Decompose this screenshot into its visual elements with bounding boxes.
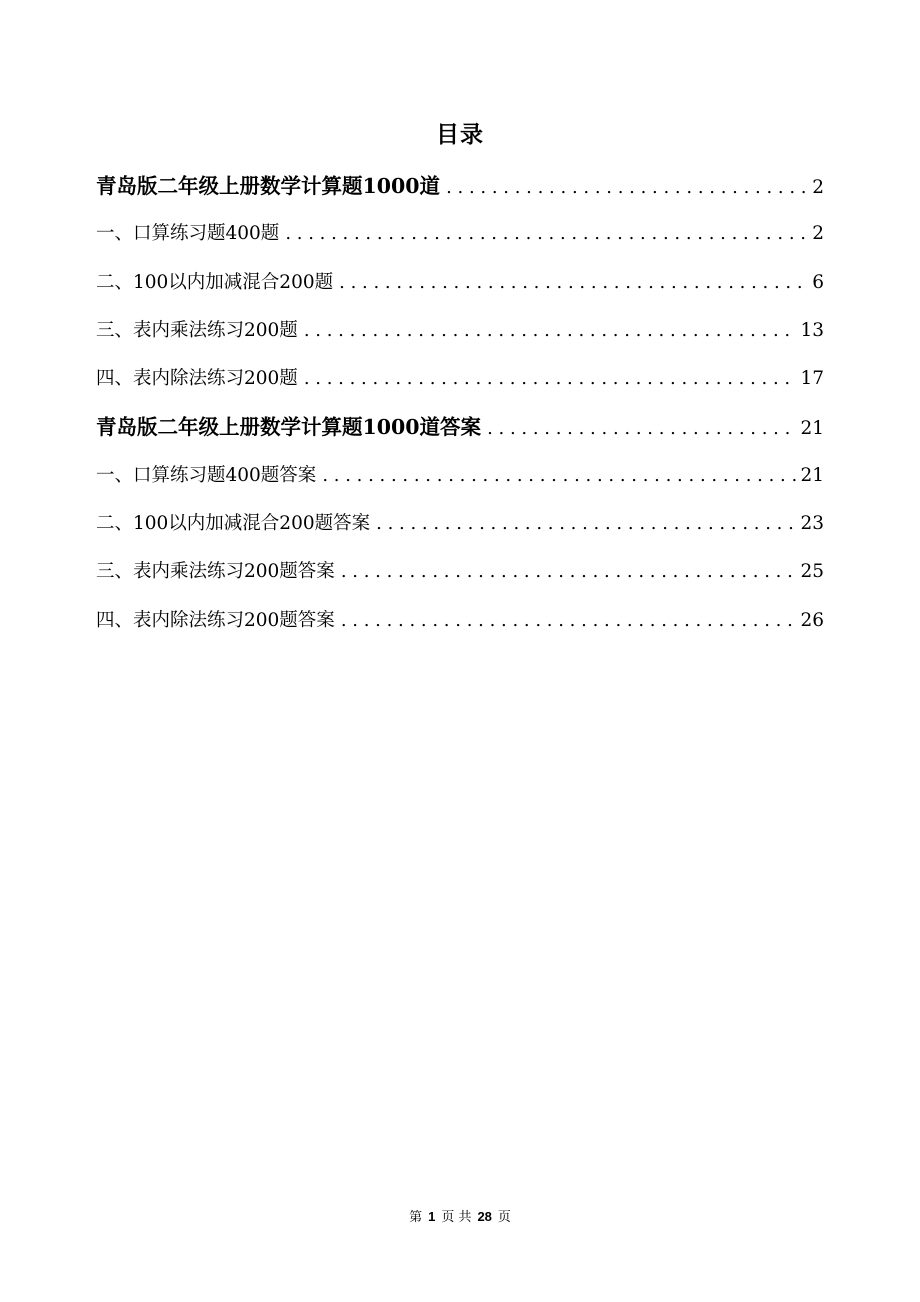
footer-prefix: 第 — [409, 1210, 423, 1225]
dot-leader — [285, 210, 809, 258]
toc-entry[interactable] — [96, 162, 824, 210]
dot-leader — [376, 500, 797, 548]
dot-leader — [341, 548, 798, 596]
toc-entry[interactable] — [96, 259, 824, 307]
toc-entry-page: 17 — [800, 368, 824, 390]
toc-entry-page: 21 — [800, 418, 824, 440]
toc-entry-text: 青岛版二年级上册数学计算题1000道 — [96, 174, 441, 198]
toc-entry-page: 23 — [800, 513, 824, 535]
footer-total-pages: 28 — [477, 1209, 492, 1224]
toc-entry[interactable] — [96, 500, 824, 548]
toc-entry-text: 青岛版二年级上册数学计算题1000道答案 — [96, 415, 482, 440]
toc-entry-text: 三、表内乘法练习200题 — [96, 319, 298, 341]
toc-entry-page: 2 — [812, 177, 824, 198]
toc-entry-text: 一、口算练习题400题答案 — [96, 464, 317, 486]
dot-leader — [341, 597, 798, 645]
toc-entry[interactable] — [96, 355, 824, 403]
dot-leader — [304, 307, 798, 355]
toc-entry[interactable] — [96, 452, 824, 500]
toc-entry-page: 13 — [800, 319, 824, 341]
toc-entry[interactable] — [96, 403, 824, 451]
footer-suffix: 页 — [497, 1210, 511, 1225]
toc-entry-text: 三、表内乘法练习200题答案 — [96, 561, 335, 583]
toc-entry-page: 25 — [800, 561, 824, 583]
dot-leader — [339, 259, 809, 307]
footer-current-page: 1 — [428, 1209, 436, 1224]
toc-entry-text: 一、口算练习题400题 — [96, 223, 280, 245]
toc-entry-page: 21 — [800, 464, 824, 486]
dot-leader — [487, 405, 797, 453]
toc-entry-page: 2 — [812, 223, 824, 245]
toc-entry-page: 26 — [800, 609, 824, 631]
toc-title: 目录 — [436, 121, 484, 148]
dot-leader — [322, 452, 797, 500]
toc-list — [96, 162, 824, 645]
toc-entry-text: 四、表内除法练习200题 — [96, 368, 298, 390]
toc-entry-text: 二、100以内加减混合200题答案 — [96, 513, 371, 535]
footer-middle: 页 共 — [441, 1210, 472, 1225]
dot-leader — [446, 164, 809, 212]
toc-entry[interactable] — [96, 548, 824, 596]
toc-entry-page: 6 — [812, 271, 824, 293]
toc-entry-text: 二、100以内加减混合200题 — [96, 271, 334, 293]
toc-entry[interactable] — [96, 307, 824, 355]
toc-entry[interactable] — [96, 210, 824, 258]
page-footer — [0, 1207, 920, 1228]
dot-leader — [304, 355, 798, 403]
toc-entry-text: 四、表内除法练习200题答案 — [96, 609, 335, 631]
toc-entry[interactable] — [96, 597, 824, 645]
